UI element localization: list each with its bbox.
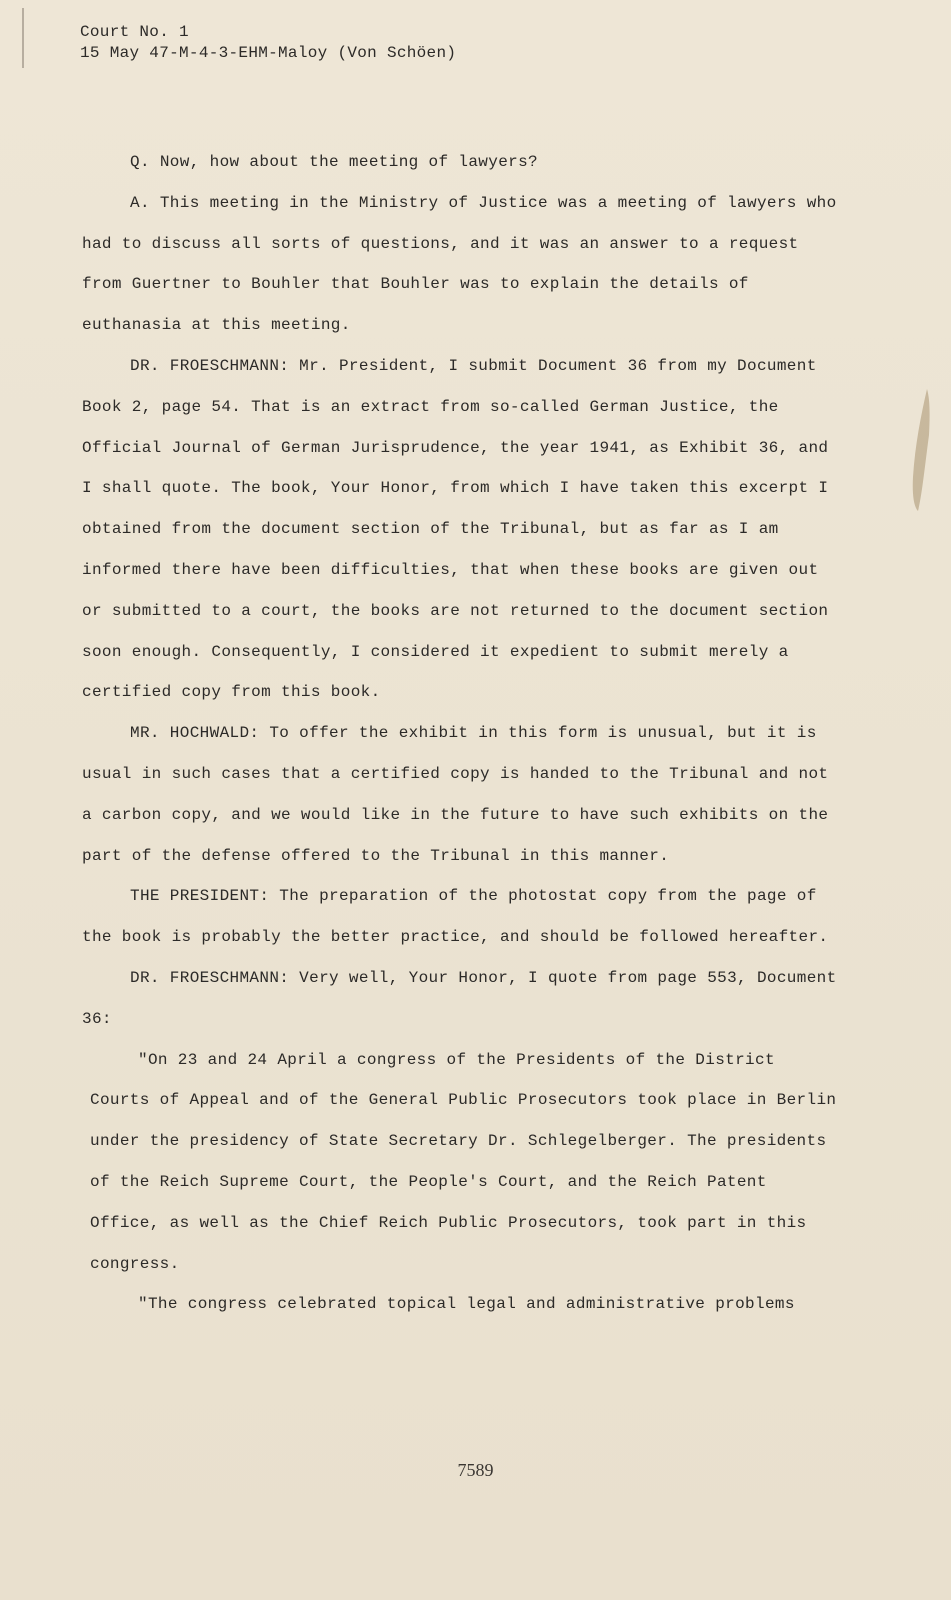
froeschmann-quote-intro: DR. FROESCHMANN: Very well, Your Honor, I quote from page 553, Document 36:: [82, 968, 837, 1028]
question-paragraph: Q. Now, how about the meeting of lawyers?: [130, 153, 539, 171]
session-reference: 15 May 47-M-4-3-EHM-Maloy (Von Schöen): [80, 44, 457, 62]
page-header: [80, 22, 456, 64]
answer-paragraph: A. This meeting in the Ministry of Justice was a meeting of lawyers who had to discuss all sorts of questions, and it was an answer to a request from Guertner to Bouhler that Bouhler was to explain the details of euthanasia at this meeting.: [82, 193, 837, 335]
quoted-excerpt-continued: "The congress celebrated topical legal and administrative problems: [138, 1295, 795, 1314]
transcript-body: [82, 142, 842, 1325]
page-number: 7589: [457, 1460, 494, 1480]
froeschmann-statement: DR. FROESCHMANN: Mr. President, I submit Document 36 from my Document Book 2, page 54. That is an extract from so-called German Justice, the Official Journal of German Jurisprudence, the year 1941, as Exhibit 36, and I shall quote. The book, Your Honor, from which I have taken this excerpt I obtained from the document section of the Tribunal, but as far as I am informed there have been difficulties, that when these books are given out or submitted to a court, the books are not returned to the document section soon enough. Consequently, I considered it expedient to submit merely a certified copy from this book.: [82, 356, 829, 702]
page-edge-mark: [22, 8, 24, 68]
paper-stain-mark: [909, 385, 931, 515]
hochwald-statement: MR. HOCHWALD: To offer the exhibit in this form is unusual, but it is usual in such cases that a certified copy is handed to the Tribunal and not a carbon copy, and we would like in the future to have such exhibits on the part of the defense offered to the Tribunal in this manner.: [82, 724, 829, 865]
quoted-excerpt: "On 23 and 24 April a congress of the Presidents of the District Courts of Appeal and of the General Public Prosecutors took place in Berlin under the presidency of State Secretary Dr. Schlegelberger. The presidents of the Reich Supreme Court, the People's Court, and the Reich Patent Office, as well as the Chief Reich Public Prosecutors, took part in this congress.: [90, 1050, 837, 1273]
president-statement: THE PRESIDENT: The preparation of the photostat copy from the page of the book is probably the better practice, and should be followed hereafter.: [82, 887, 829, 947]
court-number: Court No. 1: [80, 23, 189, 41]
